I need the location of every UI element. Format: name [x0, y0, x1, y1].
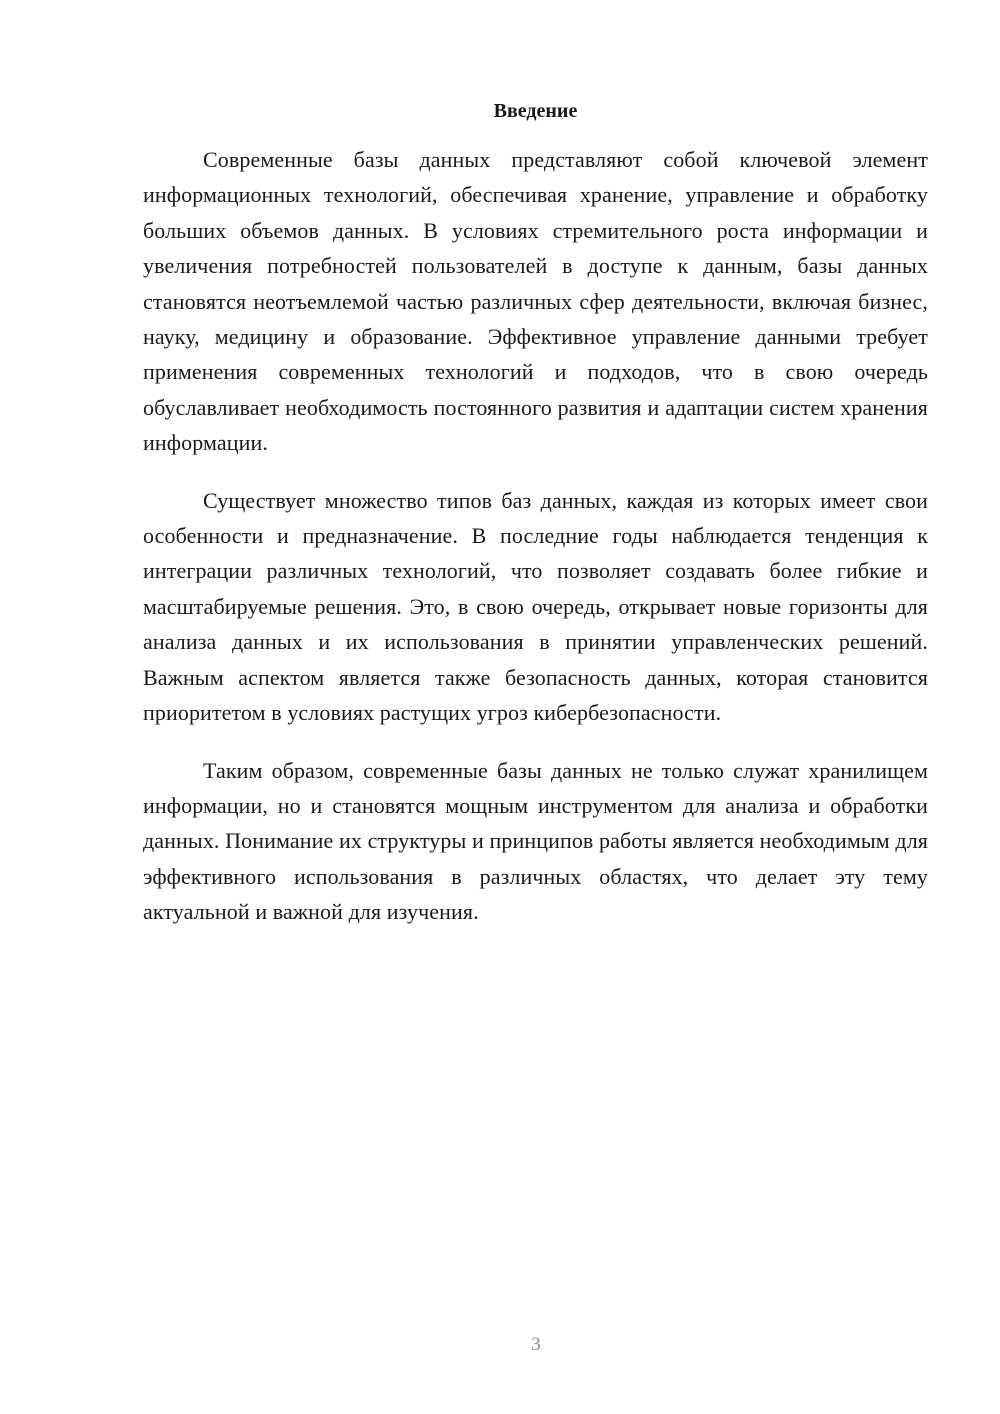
paragraph-1: Современные базы данных представляют собой ключевой элемент информационных технологий, обеспечивая хранение, управление и обработку больших объемов данных. В условиях стремительного роста информации и увеличения потребностей пользователей в доступе к данным, базы данных становятся неотъемлемой частью различных сфер деятельности, включая бизнес, науку, медицину и образование. Эффективное управление данными требует применения современных технологий и подходов, что в свою очередь обуславливает необходимость постоянного развития и адаптации систем хранения информации. [143, 147, 928, 456]
page-number: 3 [531, 1334, 541, 1355]
page-content [143, 96, 928, 952]
paragraph-2: Существует множество типов баз данных, каждая из которых имеет свои особенности и предназначение. В последние годы наблюдается тенденция к интеграции различных технологий, что позволяет создавать более гибкие и масштабируемые решения. Это, в свою очередь, открывает новые горизонты для анализа данных и их использования в принятии управленческих решений. Важным аспектом является также безопасность данных, которая становится приоритетом в условиях растущих угроз кибербезопасности. [143, 487, 928, 726]
section-heading: Введение [493, 100, 578, 122]
paragraph-3: Таким образом, современные базы данных не только служат хранилищем информации, но и становятся мощным инструментом для анализа и обработки данных. Понимание их структуры и принципов работы является необходимым для эффективного использования в различных областях, что делает эту тему актуальной и важной для изучения. [143, 757, 928, 925]
